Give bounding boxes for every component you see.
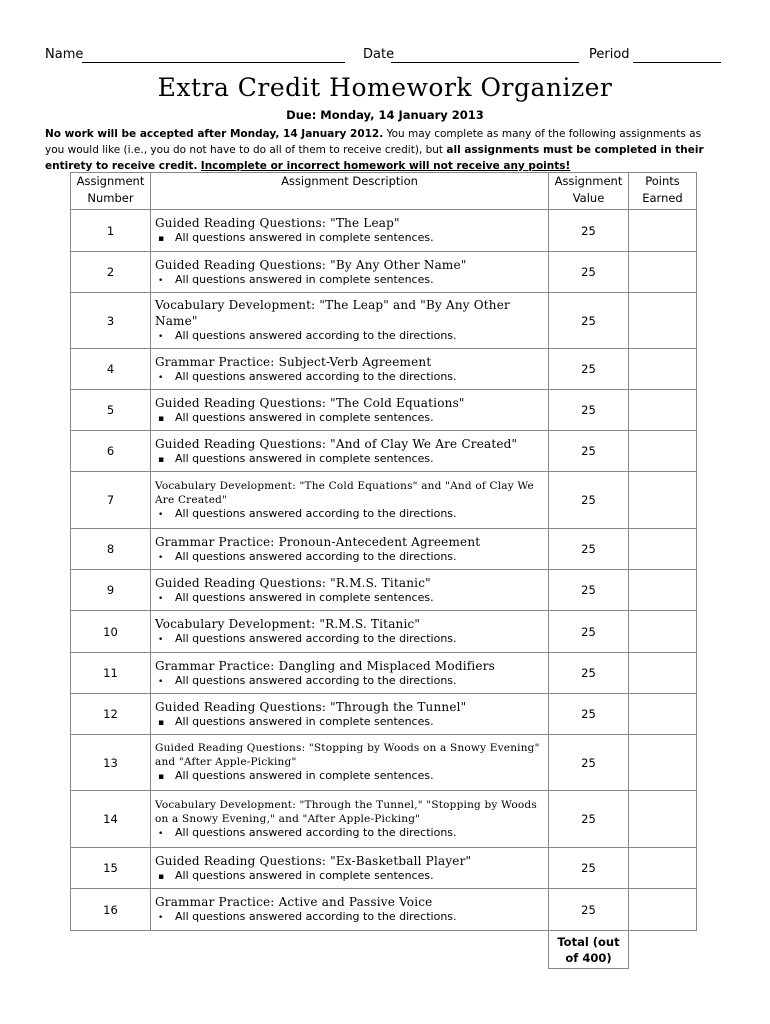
points-earned-cell[interactable] (629, 472, 697, 529)
assignment-requirement: • All questions answered according to the directions. (158, 632, 457, 645)
assignment-description (151, 735, 549, 791)
assignment-number: 15 (71, 848, 151, 889)
table-row (71, 210, 697, 252)
assignment-value: 25 (549, 889, 629, 931)
name-label: Name (45, 47, 84, 62)
assignment-number: 11 (71, 653, 151, 694)
assignment-description (151, 293, 549, 349)
assignment-requirement: • All questions answered according to the directions. (158, 825, 457, 839)
assignment-number: 6 (71, 431, 151, 472)
assignment-requirement: • All questions answered according to the directions. (158, 673, 457, 687)
points-earned-cell[interactable] (629, 791, 697, 848)
assignment-value: 25 (549, 252, 629, 293)
assignment-title: Guided Reading Questions: "And of Clay We Are Created" (155, 436, 518, 451)
assignment-description (151, 791, 549, 848)
assignment-number: 16 (71, 889, 151, 931)
assignment-number: 1 (71, 210, 151, 252)
points-earned-cell[interactable] (629, 529, 697, 570)
bullet-icon: • (158, 552, 164, 563)
assignment-value: 25 (549, 570, 629, 611)
bullet-icon: • (158, 913, 164, 923)
assignment-value: 25 (549, 653, 629, 694)
assignment-title: Grammar Practice: Pronoun-Antecedent Agreement (155, 534, 481, 549)
table-row (71, 349, 697, 390)
assignment-title: Grammar Practice: Dangling and Misplaced Modifiers (155, 658, 496, 673)
table-row (71, 431, 697, 472)
assignment-number: 5 (71, 390, 151, 431)
assignment-title: Guided Reading Questions: "Stopping by Woods on a Snowy Evening" and "After Apple-Picking" (155, 742, 540, 768)
assignment-requirement: ▪ All questions answered in complete sentences. (158, 769, 434, 782)
assignment-value: 25 (549, 431, 629, 472)
notice-body: You may complete as many of the following assignments as you would like (i.e., you do not have to do all of them to receive credit), but (45, 128, 702, 156)
table-header-row (71, 173, 697, 210)
assignment-description (151, 694, 549, 735)
assignment-description (151, 472, 549, 529)
name-field[interactable] (82, 62, 345, 63)
assignment-number: 3 (71, 293, 151, 349)
table-row (71, 791, 697, 848)
points-earned-cell[interactable] (629, 889, 697, 931)
points-earned-cell[interactable] (629, 390, 697, 431)
bullet-icon: ▪ (158, 717, 165, 728)
bullet-icon: • (158, 676, 164, 687)
assignment-title: Guided Reading Questions: "By Any Other Name" (155, 257, 467, 272)
assignment-value: 25 (549, 735, 629, 791)
assignment-value: 25 (549, 210, 629, 252)
table-row (71, 293, 697, 349)
points-earned-cell[interactable] (629, 252, 697, 293)
points-earned-cell[interactable] (629, 349, 697, 390)
notice-paragraph (45, 126, 717, 174)
bullet-icon: • (158, 509, 164, 520)
assignment-number: 13 (71, 735, 151, 791)
assignment-description (151, 529, 549, 570)
header-description: Assignment Description (151, 173, 549, 210)
assignment-title: Grammar Practice: Active and Passive Voice (155, 895, 433, 909)
assignment-title: Vocabulary Development: "The Leap" and "By Any Other Name" (155, 298, 510, 328)
table-row (71, 252, 697, 293)
assignment-number: 4 (71, 349, 151, 390)
assignment-requirement: ▪ All questions answered in complete sentences. (158, 410, 434, 424)
assignment-requirement: • All questions answered according to the directions. (158, 369, 457, 383)
assignment-requirement: • All questions answered according to the directions. (158, 910, 457, 923)
points-earned-cell[interactable] (629, 653, 697, 694)
assignment-requirement: • All questions answered according to the directions. (158, 506, 457, 520)
bullet-icon: • (158, 275, 164, 286)
bullet-icon: • (158, 593, 164, 604)
notice-requirement: all assignments must be completed in their entirety to receive credit. (45, 144, 704, 172)
notice-deadline: No work will be accepted after Monday, 14 January 2012. (45, 128, 384, 140)
table-row (71, 390, 697, 431)
assignment-value: 25 (549, 848, 629, 889)
table-row (71, 570, 697, 611)
bullet-icon: • (158, 332, 164, 342)
total-label: Total (out of 400) (549, 931, 629, 969)
assignment-title: Guided Reading Questions: "Through the Tunnel" (155, 699, 467, 714)
header-points: Points Earned (629, 173, 697, 210)
assignment-number: 8 (71, 529, 151, 570)
bullet-icon: ▪ (158, 413, 165, 424)
assignment-title: Guided Reading Questions: "R.M.S. Titanic" (155, 575, 431, 590)
assignment-value: 25 (549, 390, 629, 431)
table-row (71, 889, 697, 931)
assignment-number: 7 (71, 472, 151, 529)
points-earned-cell[interactable] (629, 210, 697, 252)
assignment-requirement: • All questions answered according to the directions. (158, 329, 457, 342)
table-row (71, 735, 697, 791)
notice-warning: Incomplete or incorrect homework will not receive any points! (200, 160, 571, 172)
assignment-value: 25 (549, 529, 629, 570)
table-row (71, 472, 697, 529)
points-earned-cell[interactable] (629, 293, 697, 349)
assignment-table (70, 172, 697, 969)
date-field[interactable] (391, 62, 579, 63)
table-row (71, 653, 697, 694)
assignment-requirement: • All questions answered in complete sentences. (158, 590, 434, 604)
page-title: Extra Credit Homework Organizer (157, 73, 613, 102)
assignment-requirement: ▪ All questions answered in complete sentences. (158, 714, 434, 728)
table-row (71, 529, 697, 570)
assignment-value: 25 (549, 611, 629, 653)
points-earned-cell[interactable] (629, 848, 697, 889)
assignment-description (151, 349, 549, 390)
due-date: Due: Monday, 14 January 2013 (286, 108, 484, 122)
assignment-description (151, 653, 549, 694)
bullet-icon: ▪ (158, 234, 165, 244)
assignment-description (151, 848, 549, 889)
header-number: Assignment Number (71, 173, 151, 210)
assignment-title: Grammar Practice: Subject-Verb Agreement (155, 354, 432, 369)
assignment-requirement: ▪ All questions answered in complete sentences. (158, 231, 434, 244)
assignment-title: Vocabulary Development: "Through the Tunnel," "Stopping by Woods on a Snowy Evening," and "After Apple-Picking" (155, 798, 537, 825)
points-earned-cell[interactable] (629, 570, 697, 611)
bullet-icon: • (158, 635, 164, 645)
assignment-requirement: • All questions answered in complete sentences. (158, 272, 434, 286)
assignment-description (151, 570, 549, 611)
assignment-requirement: ▪ All questions answered in complete sentences. (158, 868, 434, 882)
table-row (71, 848, 697, 889)
bullet-icon: • (158, 828, 164, 839)
points-earned-cell[interactable] (629, 431, 697, 472)
assignment-title: Vocabulary Development: "The Cold Equations" and "And of Clay We Are Created" (155, 479, 534, 506)
assignment-value: 25 (549, 472, 629, 529)
assignment-title: Guided Reading Questions: "The Leap" (155, 216, 400, 230)
assignment-description (151, 889, 549, 931)
period-label: Period (589, 47, 630, 62)
assignment-value: 25 (549, 349, 629, 390)
assignment-description (151, 431, 549, 472)
bullet-icon: • (158, 372, 164, 383)
date-label: Date (363, 47, 395, 62)
assignment-description (151, 390, 549, 431)
points-earned-cell[interactable] (629, 694, 697, 735)
assignment-number: 14 (71, 791, 151, 848)
assignment-requirement: ▪ All questions answered in complete sentences. (158, 451, 434, 465)
table-row (71, 694, 697, 735)
assignment-title: Guided Reading Questions: "The Cold Equations" (155, 395, 465, 410)
total-row (71, 931, 697, 969)
assignment-number: 2 (71, 252, 151, 293)
assignment-title: Guided Reading Questions: "Ex-Basketball Player" (155, 853, 472, 868)
bullet-icon: ▪ (158, 772, 165, 782)
bullet-icon: ▪ (158, 454, 165, 465)
period-field[interactable] (633, 62, 721, 63)
assignment-description (151, 252, 549, 293)
header-fields (45, 47, 721, 65)
assignment-value: 25 (549, 293, 629, 349)
assignment-number: 9 (71, 570, 151, 611)
header-value: Assignment Value (549, 173, 629, 210)
assignment-description (151, 611, 549, 653)
assignment-description (151, 210, 549, 252)
assignment-value: 25 (549, 694, 629, 735)
table-row (71, 611, 697, 653)
assignment-number: 12 (71, 694, 151, 735)
points-earned-cell[interactable] (629, 735, 697, 791)
bullet-icon: ▪ (158, 871, 165, 882)
points-earned-cell[interactable] (629, 611, 697, 653)
assignment-number: 10 (71, 611, 151, 653)
assignment-value: 25 (549, 791, 629, 848)
assignment-requirement: • All questions answered according to the directions. (158, 549, 457, 563)
assignment-title: Vocabulary Development: "R.M.S. Titanic" (155, 617, 421, 631)
